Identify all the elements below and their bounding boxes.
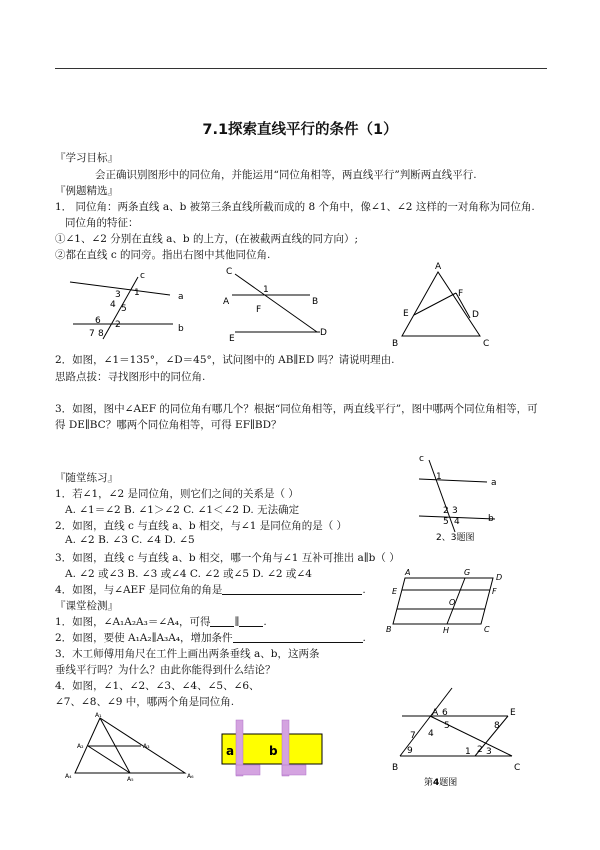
goal-text: 会正确识别图形中的同位角，并能运用“同位角相等，两直线平行”判断两直线平行. (95, 169, 477, 181)
svg-text:D: D (472, 310, 479, 320)
svg-text:O: O (449, 598, 456, 607)
svg-text:6: 6 (95, 316, 101, 326)
figure-nine-angles (390, 686, 525, 790)
svg-text:2: 2 (477, 745, 483, 755)
svg-text:G: G (464, 568, 471, 577)
svg-text:H: H (443, 626, 450, 635)
svg-text:7: 7 (410, 731, 416, 741)
svg-text:B: B (312, 297, 319, 307)
svg-text:1: 1 (436, 472, 442, 482)
svg-text:3: 3 (115, 290, 121, 300)
svg-text:5: 5 (444, 721, 450, 731)
test-3-line2: 垂线平行吗？为什么？由此你能得到什么结论？ (55, 664, 276, 676)
svg-text:A₂: A₂ (77, 743, 84, 750)
svg-text:c: c (140, 271, 145, 281)
svg-text:5: 5 (121, 304, 127, 314)
svg-text:1: 1 (465, 747, 471, 757)
figure-carpenter-square (218, 718, 326, 780)
svg-text:a: a (178, 292, 184, 302)
svg-text:B: B (392, 339, 399, 349)
svg-text:1: 1 (134, 288, 140, 298)
svg-text:8: 8 (494, 721, 500, 731)
svg-text:8: 8 (98, 329, 104, 339)
svg-text:E: E (403, 309, 409, 319)
svg-text:4: 4 (428, 729, 434, 739)
example-1-feature-1: ①∠1、∠2 分别在直线 a、b 的上方，(在被截两直线的同方向）; (55, 233, 359, 245)
svg-text:E: E (392, 587, 398, 596)
svg-text:D: D (496, 573, 503, 582)
svg-text:5: 5 (443, 517, 449, 527)
answer-blank[interactable] (222, 584, 362, 595)
svg-text:2: 2 (443, 506, 449, 516)
svg-text:7: 7 (89, 329, 95, 339)
practice-1: 1．若∠1，∠2 是同位角，则它们之间的关系是（ ） (55, 488, 299, 500)
svg-text:A: A (223, 297, 230, 307)
svg-text:3: 3 (452, 506, 458, 516)
svg-text:B: B (386, 625, 392, 634)
svg-text:B: B (392, 763, 399, 773)
figure-corresponding-angles (65, 265, 200, 345)
svg-text:A₁: A₁ (95, 712, 102, 719)
example-3-question-line2: 得 DE∥BC？哪两个同位角相等，可得 EF∥BD？ (55, 419, 282, 431)
test-3-line1: 3．木工师傅用角尺在工件上画出两条垂线 a、b，这两条 (55, 648, 320, 660)
example-3-question-line1: 3．如图，图中∠AEF 的同位角有哪几个？根据“同位角相等，两直线平行”，图中哪两个同位角相等，可 (55, 403, 538, 415)
practice-3: 3．如图，直线 c 与直线 a、b 相交，哪一个角与∠1 互补可推出 a∥b（ ） (55, 552, 400, 564)
example-header: 『例题精选』 (55, 185, 118, 197)
svg-text:A: A (435, 262, 442, 272)
figure-triangle-a1-a6 (55, 710, 200, 782)
example-2-hint: 思路点拔：寻找图形中的同位角. (55, 371, 206, 383)
svg-text:F: F (256, 305, 262, 315)
svg-text:D: D (320, 328, 327, 338)
figure-2-3 (415, 450, 515, 542)
practice-1-options: A. ∠1＝∠2 B. ∠1＞∠2 C. ∠1＜∠2 D. 无法确定 (65, 504, 300, 516)
goal-header: 『学习目标』 (55, 152, 118, 164)
svg-text:E: E (229, 334, 235, 344)
svg-text:4: 4 (110, 300, 116, 310)
svg-text:b: b (488, 514, 494, 524)
svg-text:4: 4 (454, 517, 460, 527)
svg-text:C: C (514, 763, 521, 773)
svg-text:3: 3 (486, 747, 492, 757)
answer-blank-1[interactable] (210, 616, 234, 627)
example-1-feature-2: ②都在直线 c 的同旁。指出右图中其他同位角. (55, 249, 271, 261)
answer-blank-2[interactable] (239, 616, 263, 627)
svg-text:b: b (269, 744, 278, 758)
svg-text:b: b (178, 324, 184, 334)
svg-text:A: A (432, 708, 439, 718)
svg-text:A₆: A₆ (187, 773, 194, 780)
svg-text:2、3题图: 2、3题图 (436, 533, 475, 543)
svg-text:A: A (405, 568, 411, 577)
practice-2: 2．如图，直线 c 与直线 a、b 相交，与∠1 是同位角的是（ ） (55, 520, 348, 532)
svg-text:A₃: A₃ (143, 743, 150, 750)
svg-text:C: C (484, 625, 490, 634)
practice-3-options: A. ∠2 或∠3 B. ∠3 或∠4 C. ∠2 或∠5 D. ∠2 或∠4 (65, 568, 312, 580)
example-2-question: 2．如图，∠1＝135°，∠D＝45°，试问图中的 AB∥ED 吗？请说明理由. (55, 354, 395, 366)
svg-text:F: F (492, 587, 497, 596)
test-4-line2: ∠7、∠8、∠9 中，哪两个角是同位角. (55, 696, 235, 708)
answer-blank-3[interactable] (233, 632, 363, 643)
svg-text:C: C (483, 339, 490, 349)
practice-header: 『随堂练习』 (55, 472, 118, 484)
svg-text:2: 2 (115, 320, 121, 330)
test-header: 『课堂检测』 (55, 600, 118, 612)
test-2: 2．如图，要使 A₁A₂∥A₃A₄，增加条件 . (55, 632, 366, 644)
page-title: 7.1探索直线平行的条件（1） (202, 122, 398, 138)
practice-2-options: A. ∠2 B. ∠3 C. ∠4 D. ∠5 (65, 534, 195, 546)
svg-text:6: 6 (442, 708, 448, 718)
svg-text:9: 9 (407, 746, 413, 756)
practice-4: 4．如图，与∠AEF 是同位角的角是 . (55, 584, 366, 596)
test-4-line1: 4．如图，∠1、∠2、∠3、∠4、∠5、∠6、 (55, 680, 260, 692)
svg-text:c: c (419, 454, 424, 464)
svg-text:E: E (510, 708, 516, 718)
svg-text:1: 1 (263, 285, 269, 295)
svg-text:A₅: A₅ (127, 776, 134, 783)
figure-ab-ed (220, 265, 340, 345)
svg-text:F: F (458, 289, 464, 299)
svg-text:a: a (491, 478, 497, 488)
figure-parallelogram (385, 566, 520, 634)
figure-triangle-aef (390, 258, 500, 350)
svg-text:第4题图: 第4题图 (424, 778, 458, 788)
example-1-feature-title: 同位角的特征： (65, 217, 139, 229)
svg-text:A₄: A₄ (65, 773, 72, 780)
svg-text:C: C (226, 267, 233, 277)
svg-text:a: a (226, 744, 235, 758)
test-1: 1．如图，∠A₁A₂A₃＝∠A₄，可得 ∥ . (55, 616, 267, 628)
example-1-definition: 1． 同位角：两条直线 a、b 被第三条直线所截而成的 8 个角中，像∠1、∠2 这样的一对角称为同位角. (55, 201, 535, 213)
header-rule (55, 68, 547, 69)
